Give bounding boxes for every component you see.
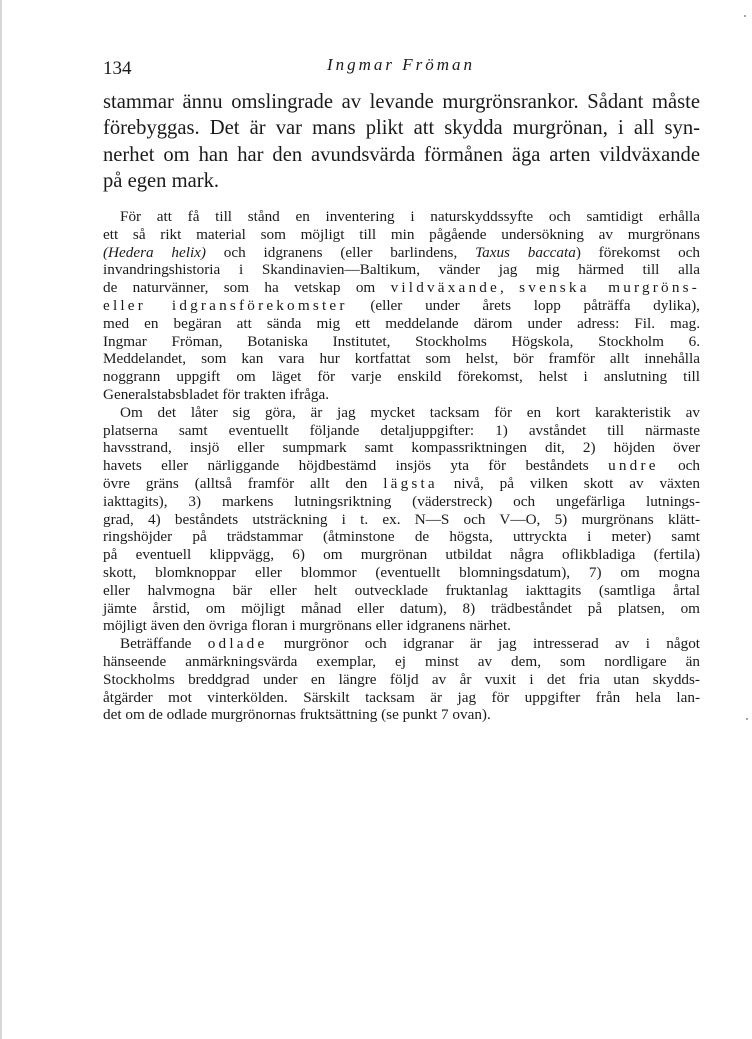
lead-paragraph xyxy=(103,89,700,194)
address-line: Ingmar Fröman, Botaniska Institutet, Stockholms Högskola, Stockholm 6. xyxy=(103,332,700,350)
body-line: hänseende anmärkningsvärda exemplar, ej minst av dem, som nordligare än xyxy=(103,652,700,670)
body-line: Beträffande odlade murgrönor och idgranar är jag intresserad av i något xyxy=(120,635,701,653)
latin-name-hedera: (Hedera helix) xyxy=(103,243,206,261)
body-line: Om det låter sig göra, är jag mycket tacksam för en kort karakteristik av xyxy=(120,403,700,421)
body-line: åtgärder mot vinterkölden. Särskilt tacksam är jag för uppgifter från hela lan- xyxy=(103,688,700,706)
body-line: invandringshistoria i Skandinavien—Baltikum, vänder jag mig härmed till alla xyxy=(103,261,700,279)
body-line: Generalstabsbladet för trakten ifråga. xyxy=(103,385,330,403)
page-header xyxy=(103,52,699,82)
spaced-emphasis: lägsta xyxy=(383,474,438,492)
body-line: Meddelandet, som kan vara hur kortfattat som helst, bör framför allt innehålla xyxy=(103,350,700,368)
body-line: med en begäran att sända mig ett meddelande därom under adress: Fil. mag. xyxy=(103,314,700,332)
page-edge xyxy=(0,0,2,1039)
body-line: de naturvänner, som ha vetskap om vildväxande, svenska murgröns- xyxy=(103,279,700,297)
body-line: jämte årstid, om möjligt månad eller datum), 8) trädbeståndet på platsen, om xyxy=(103,599,700,617)
body-line: Stockholms breddgrad under en längre följd av år vuxit i det fria utan skydds- xyxy=(103,670,700,688)
latin-name-taxus: Taxus baccata xyxy=(475,243,576,261)
body-line: noggrann uppgift om läget för varje enskild förekomst, helst i anslutning till xyxy=(103,368,700,386)
spaced-emphasis: undre xyxy=(608,457,659,475)
body-line: havsstrand, insjö eller sumpmark samt kompassriktningen dit, 2) höjden över xyxy=(103,439,700,457)
running-head: Ingmar Fröman xyxy=(326,55,476,74)
body-line: ringshöjder på trädstammar (åtminstone de högsta, uttryckta i meter) samt xyxy=(103,528,700,546)
body-line: det om de odlade murgrönornas fruktsättning (se punkt 7 ovan). xyxy=(103,706,491,724)
body-line: möjligt även den övriga floran i murgrönans eller idgranens närhet. xyxy=(103,617,511,635)
body-line: på eventuell klippvägg, 6) om murgrönan utbildat några oflikbladiga (fertila) xyxy=(103,546,700,564)
body-line: skott, blomknoppar eller blommor (eventuellt blomningsdatum), 7) om mogna xyxy=(103,563,700,581)
body-line: grad, 4) beståndets utsträckning i t. ex. N—S och V—O, 5) murgrönans klätt- xyxy=(103,510,700,528)
body-line: övre gräns (alltså framför allt den lägsta nivå, på vilken skott av växten xyxy=(103,474,700,492)
spaced-emphasis: eller idgransförekomster xyxy=(103,296,348,314)
lead-line: förebyggas. Det är var mans plikt att skydda murgrönan, i all syn- xyxy=(103,117,700,140)
body-line: iakttagits), 3) markens lutningsriktning (väderstreck) och ungefärliga lutnings- xyxy=(103,492,700,510)
body-line: För att få till stånd en inventering i naturskyddssyfte och samtidigt erhålla xyxy=(120,208,700,225)
spaced-emphasis: vildväxande xyxy=(390,279,501,297)
page-number: 134 xyxy=(103,58,132,79)
body-line: ett så rikt material som möjligt till min pågående undersökning av murgrönans xyxy=(103,225,700,243)
body-line: platserna samt eventuellt följande detaljuppgifter: 1) avståndet till närmaste xyxy=(103,421,700,439)
body-line: eller halvmogna bär eller helt outvecklade fruktanlag iakttagits (samtliga årtal xyxy=(103,581,700,599)
lead-line: stammar ännu omslingrade av levande murgrönsrankor. Sådant måste xyxy=(103,91,700,113)
scan-speck xyxy=(746,718,748,720)
scan-speck xyxy=(744,15,746,17)
notice-text xyxy=(103,208,700,724)
body-line: eller idgransförekomster (eller under årets lopp påträffa dylika), xyxy=(103,296,700,314)
body-line: (Hedera helix) och idgranens (eller barlindens, Taxus baccata) förekomst och xyxy=(103,243,700,261)
spaced-emphasis: odlade xyxy=(207,635,268,653)
body-line: havets eller närliggande höjdbestämd insjös yta för beståndets undre och xyxy=(103,457,700,475)
lead-line: nerhet om han har den avundsvärda förmånen äga arten vildväxande xyxy=(103,143,700,166)
lead-line: på egen mark. xyxy=(103,169,220,192)
spaced-emphasis: svenska murgröns- xyxy=(519,279,700,297)
